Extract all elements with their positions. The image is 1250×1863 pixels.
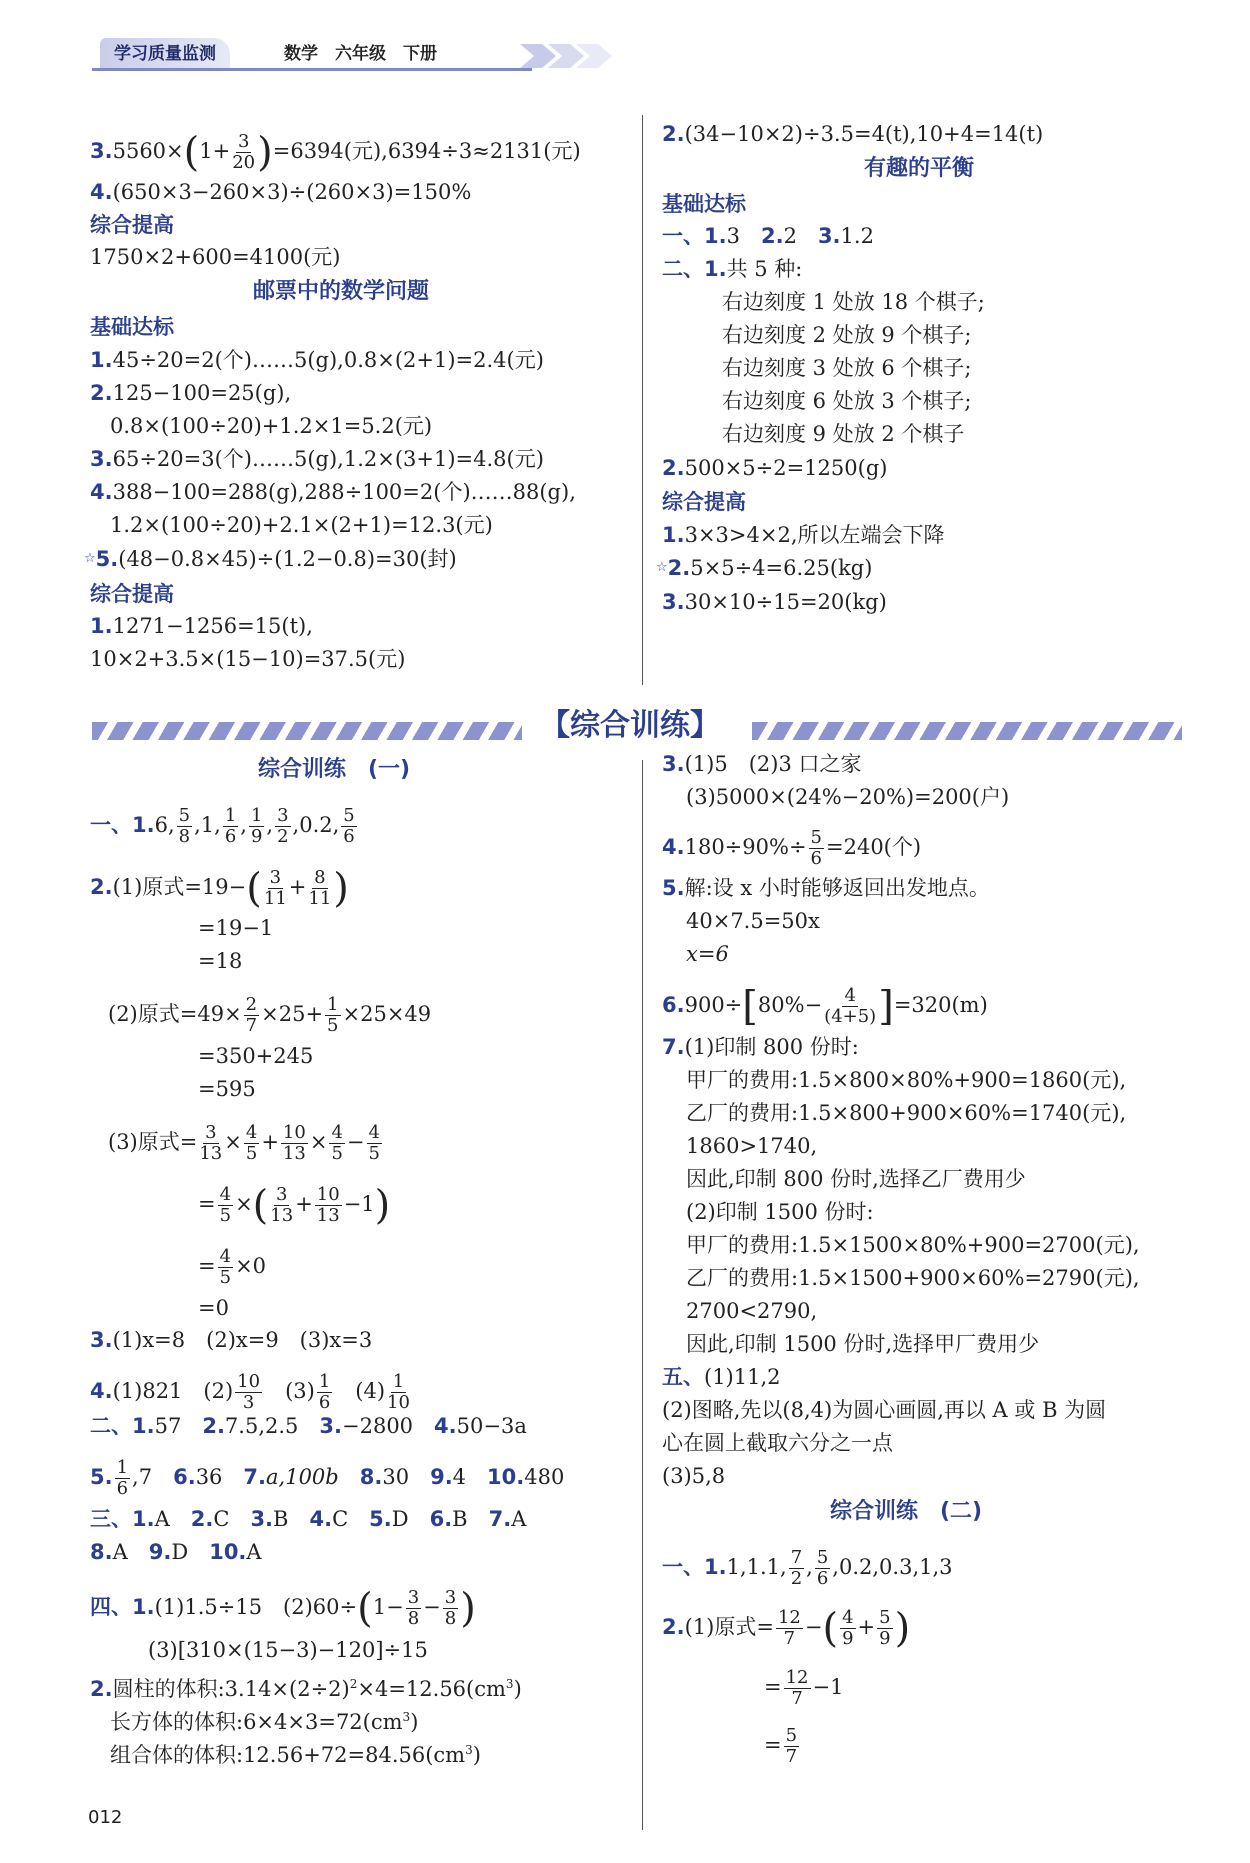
section-banner-title: 【综合训练】	[540, 708, 720, 743]
page-number: 012	[88, 1807, 123, 1828]
answer-line: 1750×2+600=4100(元)	[90, 245, 341, 269]
answer-line: 1.3×3>4×2,所以左端会下降	[662, 523, 945, 547]
answer-line: 8.A 9.D 10.A	[90, 1540, 262, 1564]
answer-line: 组合体的体积$:12.56+72=84.56(cm^3)$	[110, 1743, 481, 1767]
answer-line: 一、1.3 2.2 3.1.2	[662, 224, 874, 248]
answer-line: =19−1	[198, 916, 274, 940]
answer-line: 4.(1)821 (2) $\frac{10}{3}$ (3) $\frac{1}{6}$ (4) $\frac{1}{10}$	[90, 1371, 410, 1413]
answer-line: 3.30×10÷15=20(kg)	[662, 590, 887, 614]
section-heading: 邮票中的数学问题	[253, 279, 430, 304]
answer-line: (2)图略,先以(8,4)为圆心画圆,再以 A 或 B 为圆	[662, 1398, 1107, 1422]
answer-line: =595	[198, 1077, 256, 1101]
answer-line: 右边刻度 3 处放 6 个棋子;	[722, 356, 972, 380]
answer-line: 4.180÷90%÷ $\frac{5}{6}$ =240(个)	[662, 827, 922, 869]
header-meta	[284, 38, 437, 70]
header-rule	[92, 68, 532, 71]
answer-line: 右边刻度 1 处放 18 个棋子;	[722, 290, 985, 314]
answer-line: 10×2+3.5×(15−10)=37.5(元)	[90, 647, 406, 671]
answer-line: 5.解:设 x 小时能够返回出发地点。	[662, 876, 990, 900]
answer-line: 甲厂的费用:1.5×1500×80%+900=2700(元),	[686, 1233, 1140, 1257]
subheading: 综合提高	[90, 582, 174, 606]
answer-line: 1.2×(100÷20)+2.1×(2+1)=12.3(元)	[110, 513, 493, 537]
banner-stripe-left	[92, 722, 522, 740]
answer-line: 五、(1)11,2	[662, 1365, 781, 1389]
answer-line: 2.圆柱的体积$:3.14\times(2\div 2)^2\times 4=12.56(cm^3)$	[90, 1677, 522, 1701]
answer-line: 右边刻度 9 处放 2 个棋子	[722, 422, 965, 446]
header-arrows-icon	[520, 40, 615, 72]
answer-line: 0.8×(100÷20)+1.2×1=5.2(元)	[110, 414, 433, 438]
subheading: 综合提高	[662, 490, 746, 514]
answer-line: 2700<2790,	[686, 1299, 818, 1323]
answer-line: 4.(650×3−260×3)÷(260×3)=150%	[90, 180, 472, 204]
answer-line: 7.(1)印制 800 份时:	[662, 1035, 859, 1059]
answer-line: ☆2.5×5÷4=6.25(kg)	[656, 556, 873, 580]
answer-line: 1860>1740,	[686, 1134, 818, 1158]
answer-line: 2.125−100=25(g),	[90, 381, 292, 405]
answer-line: =0	[198, 1296, 229, 1320]
answer-line: = $\frac{5}{7}$	[764, 1725, 798, 1767]
answer-line: 2.(1)原式= $\frac{12}{7}$ −( $\frac{4}{9}$ + $\frac{5}{9}$ )	[662, 1605, 911, 1652]
answer-line: 心在圆上截取六分之一点	[662, 1431, 893, 1455]
answer-line: 5. $\frac{1}{6}$ ,7 6.36 7.a,100b 8.30 9.4 10.480	[90, 1457, 565, 1499]
column-divider-top	[642, 115, 643, 685]
answer-line: x=6	[686, 942, 729, 966]
answer-line: 因此,印制 800 份时,选择乙厂费用少	[686, 1167, 1026, 1191]
header-series: 学习质量监测	[100, 38, 230, 70]
answer-line: 3.5560×(1+ $\frac{3}{20}$ )=6394(元),6394÷3≈2131(元)	[90, 129, 581, 176]
answer-line: (2)原式=49× $\frac{2}{7}$ ×25+ $\frac{1}{5}$ ×25×49	[108, 994, 432, 1036]
answer-line: (2)印制 1500 份时:	[686, 1200, 874, 1224]
answer-line: 一、1.1,1.1, $\frac{7}{2}$ , $\frac{5}{6}$ ,0.2,0.3,1,3	[662, 1547, 953, 1589]
answer-line: 1.1271−1256=15(t),	[90, 614, 313, 638]
header-term: 下册	[403, 44, 437, 64]
section-heading: 综合训练 (二)	[830, 1499, 983, 1524]
answer-line: 因此,印制 1500 份时,选择甲厂费用少	[686, 1332, 1040, 1356]
answer-line: 右边刻度 6 处放 3 个棋子;	[722, 389, 972, 413]
subheading: 综合提高	[90, 213, 174, 237]
answer-line: 6.900÷[80%− $\frac{4}{(4+5)}$ ]=320(m)	[662, 983, 988, 1030]
answer-line: 三、1.A 2.C 3.B 4.C 5.D 6.B 7.A	[90, 1507, 527, 1531]
answer-line: = $\frac{12}{7}$ −1	[764, 1667, 844, 1709]
answer-line: (3)5000×(24%−20%)=200(户)	[686, 785, 1010, 809]
header-subject: 数学	[284, 44, 318, 64]
answer-line: 4.388−100=288(g),288÷100=2(个)……88(g),	[90, 480, 576, 504]
subheading: 基础达标	[90, 315, 174, 339]
answer-line: (3)原式= $\frac{3}{13}$ × $\frac{4}{5}$ + $\frac{10}{13}$ × $\frac{4}{5}$ − $\frac{4}{5}$	[108, 1122, 380, 1164]
answer-line: 2.(34−10×2)÷3.5=4(t),10+4=14(t)	[662, 122, 1044, 146]
answer-line: 3.(1)5 (2)3 口之家	[662, 752, 862, 776]
answer-line: = $\frac{4}{5}$ ×0	[198, 1246, 267, 1288]
answer-line: 长方体的体积$:6\times 4\times 3=72(cm^3)$	[110, 1710, 419, 1734]
answer-line: 乙厂的费用:1.5×1500+900×60%=2790(元),	[686, 1266, 1140, 1290]
section-heading: 综合训练 (一)	[258, 757, 411, 782]
answer-line: = $\frac{4}{5}$ ×( $\frac{3}{13}$ + $\frac{10}{13}$ −1)	[198, 1182, 391, 1229]
answer-line: 乙厂的费用:1.5×800+900×60%=1740(元),	[686, 1101, 1127, 1125]
answer-line: 右边刻度 2 处放 9 个棋子;	[722, 323, 972, 347]
answer-line: 40×7.5=50x	[686, 909, 820, 933]
subheading: 基础达标	[662, 192, 746, 216]
answer-line: (3)5,8	[662, 1464, 726, 1488]
answer-line: 2.(1)原式=19−( $\frac{3}{11}$ + $\frac{8}{11}$ )	[90, 865, 349, 912]
answer-line: 3.(1)x=8 (2)x=9 (3)x=3	[90, 1328, 373, 1352]
answer-line: 甲厂的费用:1.5×800×80%+900=1860(元),	[686, 1068, 1127, 1092]
answer-line: ☆5.(48−0.8×45)÷(1.2−0.8)=30(封)	[84, 547, 457, 571]
answer-line: =18	[198, 949, 243, 973]
header-grade: 六年级	[335, 44, 386, 64]
section-heading: 有趣的平衡	[864, 156, 975, 181]
answer-line: 1.45÷20=2(个)……5(g),0.8×(2+1)=2.4(元)	[90, 348, 544, 372]
answer-line: 一、1.6, $\frac{5}{8}$ ,1, $\frac{1}{6}$ , $\frac{1}{9}$ , $\frac{3}{2}$ ,0.2, $\frac{5}{6}$	[90, 805, 355, 847]
answer-line: 二、1.57 2.7.5,2.5 3.−2800 4.50−3a	[90, 1414, 527, 1438]
answer-line: (3)[310×(15−3)−120]÷15	[148, 1638, 428, 1662]
answer-line: =350+245	[198, 1044, 314, 1068]
banner-stripe-right	[752, 722, 1182, 740]
answer-line: 2.500×5÷2=1250(g)	[662, 456, 888, 480]
column-divider-bottom	[642, 760, 643, 1830]
answer-line: 四、1.(1)1.5÷15 (2)60÷(1− $\frac{3}{8}$ − $\frac{3}{8}$ )	[90, 1585, 476, 1632]
answer-line: 二、1.共 5 种:	[662, 257, 803, 281]
answer-line: 3.65÷20=3(个)……5(g),1.2×(3+1)=4.8(元)	[90, 447, 544, 471]
